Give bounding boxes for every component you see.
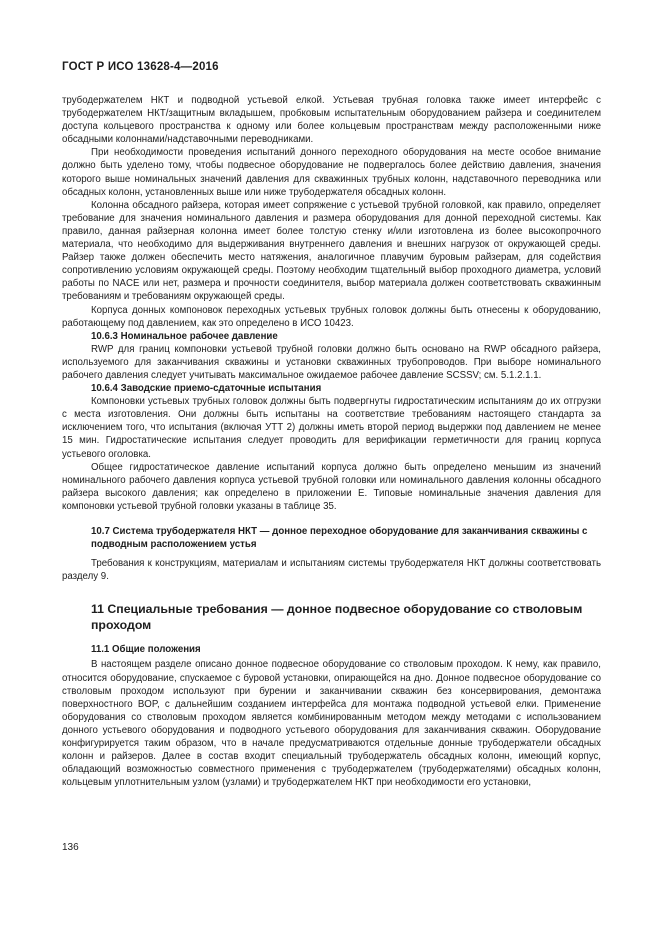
document-header: ГОСТ Р ИСО 13628-4—2016 — [62, 61, 219, 73]
section-heading-10-7: 10.7 Система трубодержателя НКТ — донное переходное оборудование для заканчивания скважины с подводным расположением устья — [91, 526, 588, 551]
page-body — [62, 94, 601, 789]
section-heading-10-6-3: 10.6.3 Номинальное рабочее давление — [91, 330, 278, 342]
paragraph: Требования к конструкциям, материалам и испытаниям системы трубодержателя НКТ должны соответствовать разделу 9. — [62, 558, 601, 583]
paragraph: Общее гидростатическое давление испытаний корпуса должно быть определено меньшим из значений номинального рабочего давления корпуса устьевой трубной головки или номинального давления колонны обсадного райзера высокого давления; как определено в приложении Е. Типовые номинальные значения давления для компоновки устьевой трубной головки указаны в таблице 35. — [62, 461, 601, 512]
page-number: 136 — [62, 842, 79, 853]
paragraph: Компоновки устьевых трубных головок должны быть подвергнуты гидростатическим испытаниям до их отгрузки с места изготовления. Они должны быть испытаны на соответствие требованиям настоящего стандарта за исключением того, что испытания (включая УТТ 2) должны иметь второй период выдержки под давлением не менее 15 мин. Гидростатические испытания следует проводить для верификации герметичности для границ корпуса устьевого оголовка. — [62, 396, 601, 460]
paragraph: Корпуса донных компоновок переходных устьевых трубных головок должны быть отнесены к оборудованию, работающему под давлением, как это определено в ИСО 10423. — [62, 304, 601, 329]
section-heading-11-1: 11.1 Общие положения — [91, 644, 201, 656]
section-heading-10-6-4: 10.6.4 Заводские приемо-сдаточные испытания — [91, 383, 322, 395]
paragraph: Колонна обсадного райзера, которая имеет сопряжение с устьевой трубной головкой, как правило, определяет требование для значения номинального давления и размера оборудования для донной переходной системы. Как правило, данная райзерная колонна имеет более толстую стенку и/или изготовлена из более высокопрочного материала, что необходимо для выдерживания внутреннего давления и внешних нагрузок от окружающей среды. Райзер также должен обеспечить место натяжения, аналогичное плавучим буровым райзерам, для содействия сопротивлению условиям окружающей среды. Поэтому необходим тщательный выбор проходного диаметра, условий работы по NACE или нет, размера и прочности соединителя, выбор материала должен соответствовать скважинным требованиям и требованиям окружающей среды. — [62, 199, 601, 303]
paragraph: В настоящем разделе описано донное подвесное оборудование со стволовым проходом. К нему, как правило, относится оборудование, спускаемое с буровой установки, опирающейся на дно. Донное подвесное оборудование со стволовым проходом используют при бурении и заканчивании скважин без консервирования, демонтажа поверхностного BOP, с дальнейшим созданием интерфейса для монтажа подводной устьевой елки. Применение оборудования со стволовым проходом является комбинированным методом между методами с использованием донного устьевого оборудования и подводного устьевого оборудования для заканчивания скважин. Оборудование конфигурируется таким образом, что в начале предусматриваются отдельные донные трубодержатели обсадных колонн и райзеров. Далее в состав входит специальный трубодержатель обсадных колонн, имеющий корпус, обладающий возможностью совместного применения с трубодержателем (трубодержателями) обсадных колонн, кольцевым уплотнительным узлом (узлами) и трубодержателем НКТ при необходимости его установки, — [62, 659, 601, 789]
paragraph: RWP для границ компоновки устьевой трубной головки должно быть основано на RWP обсадного райзера, используемого для заканчивания скважины и установки скважинных трубопроводов. При выборе номинального рабочего давления следует учитывать максимальное ожидаемое рабочее давление SCSSV; см. 5.1.2.1.1. — [62, 343, 601, 381]
section-heading-11: 11 Специальные требования — донное подвесное оборудование со стволовым проходом — [91, 602, 583, 633]
paragraph: При необходимости проведения испытаний донного переходного оборудования на месте особое внимание должно быть уделено тому, чтобы подвесное оборудование не подвергалось более действию давления, значения которого выше номинальных значений давления для скважинных трубных колонн, надставочного переводника или обсадных колонн, установленных выше или ниже трубодержателя обсадных колонн. — [62, 147, 601, 198]
paragraph: трубодержателем НКТ и подводной устьевой елкой. Устьевая трубная головка также имеет интерфейс с трубодержателем НКТ/защитным вкладышем, пробковым испытательным оборудованием райзера и соединителем доступа кольцевого пространства к одному или более кольцевым пространствам между расположенными ниже обсадными колоннами/надставочными переводниками. — [62, 95, 601, 146]
